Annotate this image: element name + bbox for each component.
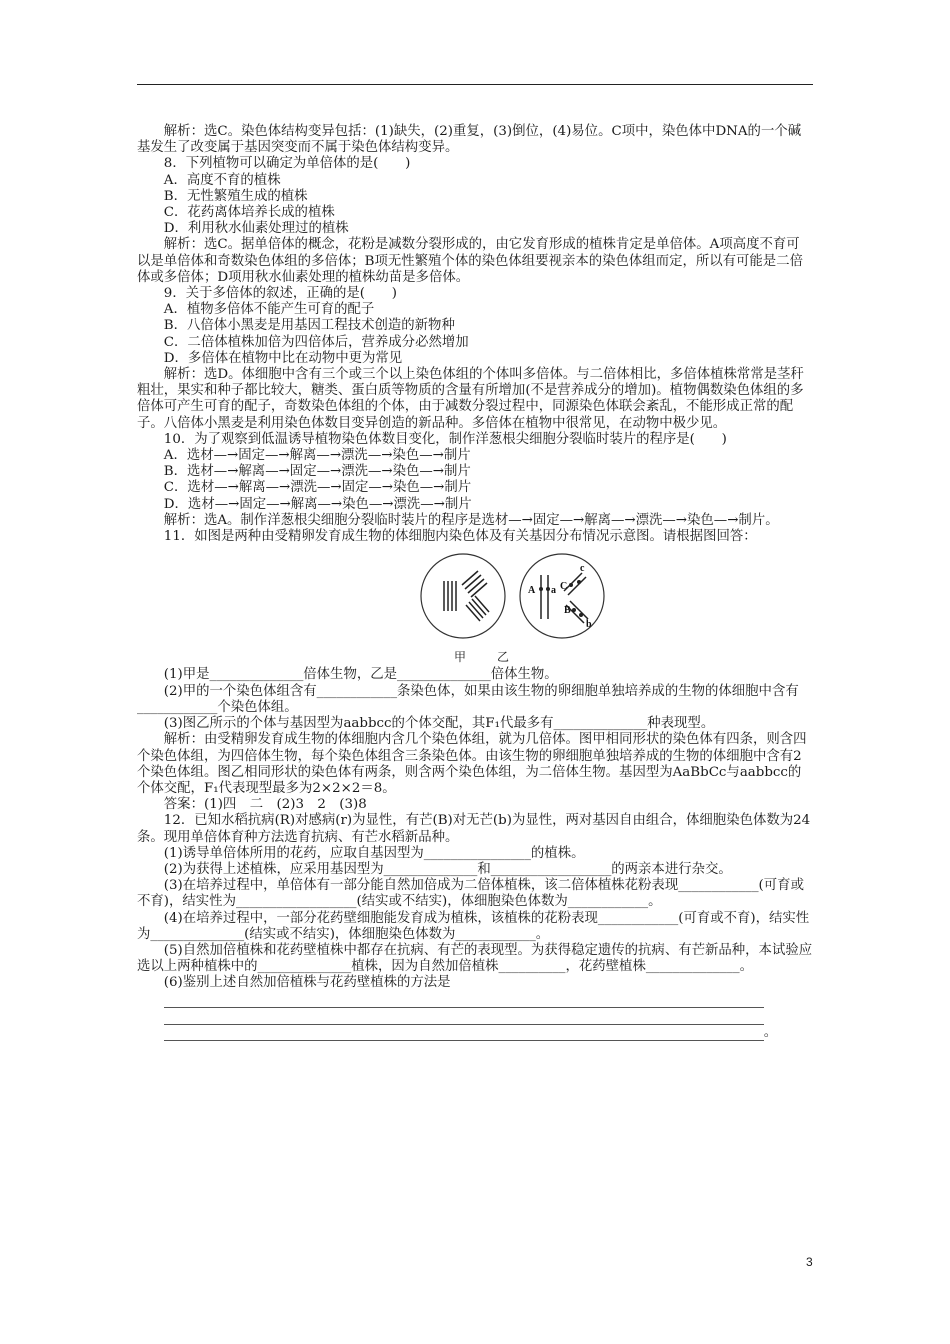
q9-stem: 9．关于多倍体的叙述，正确的是( )	[163, 286, 398, 302]
q12-sub3: (3)在培养过程中，单倍体有一部分能自然加倍成为二倍体植株，该二倍体植株花粉表现____________(可育或不育)，结实性为__________________(结实或不结实)，体细胞染色体数为____________。	[137, 878, 804, 910]
gene-label-c: c	[580, 563, 585, 575]
chromosome-figure	[137, 549, 813, 649]
gene-label-b: b	[586, 619, 592, 631]
q9-option-d: D．多倍体在植物中比在动物中更为常见	[163, 350, 403, 366]
q12-sub6-end: 。	[763, 1024, 778, 1040]
q10-option-b: B．选材—→解离—→固定—→漂洗—→染色—→制片	[163, 464, 471, 480]
q11-answer: 答案：(1)四 二 (2)3 2 (3)8	[163, 797, 367, 813]
q11-sub1: (1)甲是______________倍体生物，乙是______________倍体生物。	[163, 667, 558, 683]
q11-sub3: (3)图乙所示的个体与基因型为aabbcc的个体交配，其F₁代最多有______________种表现型。	[163, 716, 715, 732]
chromosomes-jia	[444, 571, 489, 621]
q12-sub2: (2)为获得上述植株，应采用基因型为______________和__________________的两亲本进行杂交。	[163, 861, 732, 877]
gene-label-a: a	[551, 585, 556, 597]
answer-blank-line-3-row	[137, 1025, 813, 1042]
q8-stem: 8．下列植物可以确定为单倍体的是( )	[163, 156, 411, 172]
caption-jia: 甲	[454, 650, 468, 665]
q12-sub1: (1)诱导单倍体所用的花药，应取自基因型为________________的植株。	[163, 845, 585, 861]
q8-option-c: C．花药离体培养长成的植株	[163, 205, 335, 221]
figure-caption	[137, 649, 813, 665]
gene-label-A: A	[528, 585, 536, 597]
q12-sub5: (5)自然加倍植株和花药壁植株中都存在抗病、有芒的表现型。为获得稳定遗传的抗病、有芒新品种，本试验应选以上两种植株中的______________植株，因为自然加倍植株__________，花药壁植株______________。	[137, 942, 813, 975]
answer-blank-line-3	[164, 1025, 764, 1042]
q8-option-d: D．利用秋水仙素处理过的植株	[163, 221, 349, 237]
q9-option-c: C．二倍体植株加倍为四倍体后，营养成分必然增加	[163, 334, 469, 350]
q9-option-b: B．八倍体小黑麦是用基因工程技术创造的新物种	[163, 318, 455, 334]
answer-blank-line-1	[164, 992, 764, 1009]
header-rule	[137, 84, 813, 85]
q8-option-b: B．无性繁殖生成的植株	[163, 188, 308, 204]
gene-label-C: C	[560, 581, 568, 593]
q8-analysis: 解析：选C。据单倍体的概念，花粉是减数分裂形成的，由它发育形成的植株肯定是单倍体。A项高度不育可以是单倍体和奇数染色体组的多倍体；B项无性繁殖个体的染色体组要视亲本的染色体组而定，所以有可能是二倍体或多倍体；D项用秋水仙素处理的植株幼苗是多倍体。	[137, 237, 803, 285]
page-number: 3	[806, 1255, 813, 1269]
q11-analysis: 解析：由受精卵发育成生物的体细胞内含几个染色体组，就为几倍体。图甲相同形状的染色体有四条，则含四个染色体组，为四倍体生物，每个染色体组含三条染色体。由该生物的卵细胞单独培养成的生物的体细胞中含有2个染色体组。图乙相同形状的染色体有两条，则含两个染色体组，为二倍体生物。基因型为AaBbCc与aabbcc的个体交配，F₁代表现型最多为2×2×2＝8。	[137, 732, 807, 796]
answer-blank-line-2	[164, 1008, 764, 1025]
q12-sub4: (4)在培养过程中，一部分花药壁细胞能发育成为植株，该植株的花粉表现____________(可育或不育)，结实性为______________(结实或不结实)，体细胞染色体数为____________。	[137, 910, 810, 942]
page-content	[137, 124, 813, 1041]
q12-stem: 12．已知水稻抗病(R)对感病(r)为显性，有芒(B)对无芒(b)为显性，两对基因自由组合，体细胞染色体数为24条。现用单倍体育种方法选育抗病、有芒水稻新品种。	[137, 813, 811, 845]
q10-option-d: D．选材—→固定—→解离—→染色—→漂洗—→制片	[163, 496, 472, 512]
q8-option-a: A．高度不育的植株	[163, 172, 281, 188]
cell-jia	[421, 554, 505, 638]
q10-option-a: A．选材—→固定—→解离—→漂洗—→染色—→制片	[163, 448, 471, 464]
q9-analysis: 解析：选D。体细胞中含有三个或三个以上染色体组的个体叫多倍体。与二倍体相比，多倍体植株常常是茎秆粗壮，果实和种子都比较大，糖类、蛋白质等物质的含量有所增加(不是营养成分的增加)。植物偶数染色体组的多倍体可产生可育的配子，奇数染色体组的个体，由于减数分裂过程中，同源染色体联会紊乱，不能形成正常的配子。八倍体小黑麦是利用染色体数目变异创造的新品种。多倍体在植物中很常见，在动物中极少见。	[137, 367, 804, 431]
caption-yi: 乙	[497, 650, 511, 665]
q11-stem: 11．如图是两种由受精卵发育成生物的体细胞内染色体及有关基因分布情况示意图。请根据图回答：	[163, 529, 757, 545]
q10-analysis: 解析：选A。制作洋葱根尖细胞分裂临时装片的程序是选材—→固定—→解离—→漂洗—→染色—→制片。	[163, 512, 779, 528]
q10-stem: 10．为了观察到低温诱导植物染色体数目变化，制作洋葱根尖细胞分裂临时装片的程序是( )	[163, 431, 727, 447]
q7-analysis: 解析：选C。染色体结构变异包括：(1)缺失，(2)重复，(3)倒位，(4)易位。C项中，染色体中DNA的一个碱基发生了改变属于基因突变而不属于染色体结构变异。	[137, 124, 802, 156]
gene-label-B: B	[564, 605, 571, 617]
q9-option-a: A．植物多倍体不能产生可育的配子	[163, 302, 375, 318]
q12-sub6: (6)鉴别上述自然加倍植株与花药壁植株的方法是	[163, 975, 451, 991]
chromosome-diagram	[414, 549, 614, 645]
q11-sub2: (2)甲的一个染色体组含有____________条染色体，如果由该生物的卵细胞单独培养成的生物的体细胞中含有____________个染色体组。	[137, 683, 799, 715]
q10-option-c: C．选材—→解离—→漂洗—→固定—→染色—→制片	[163, 480, 472, 496]
